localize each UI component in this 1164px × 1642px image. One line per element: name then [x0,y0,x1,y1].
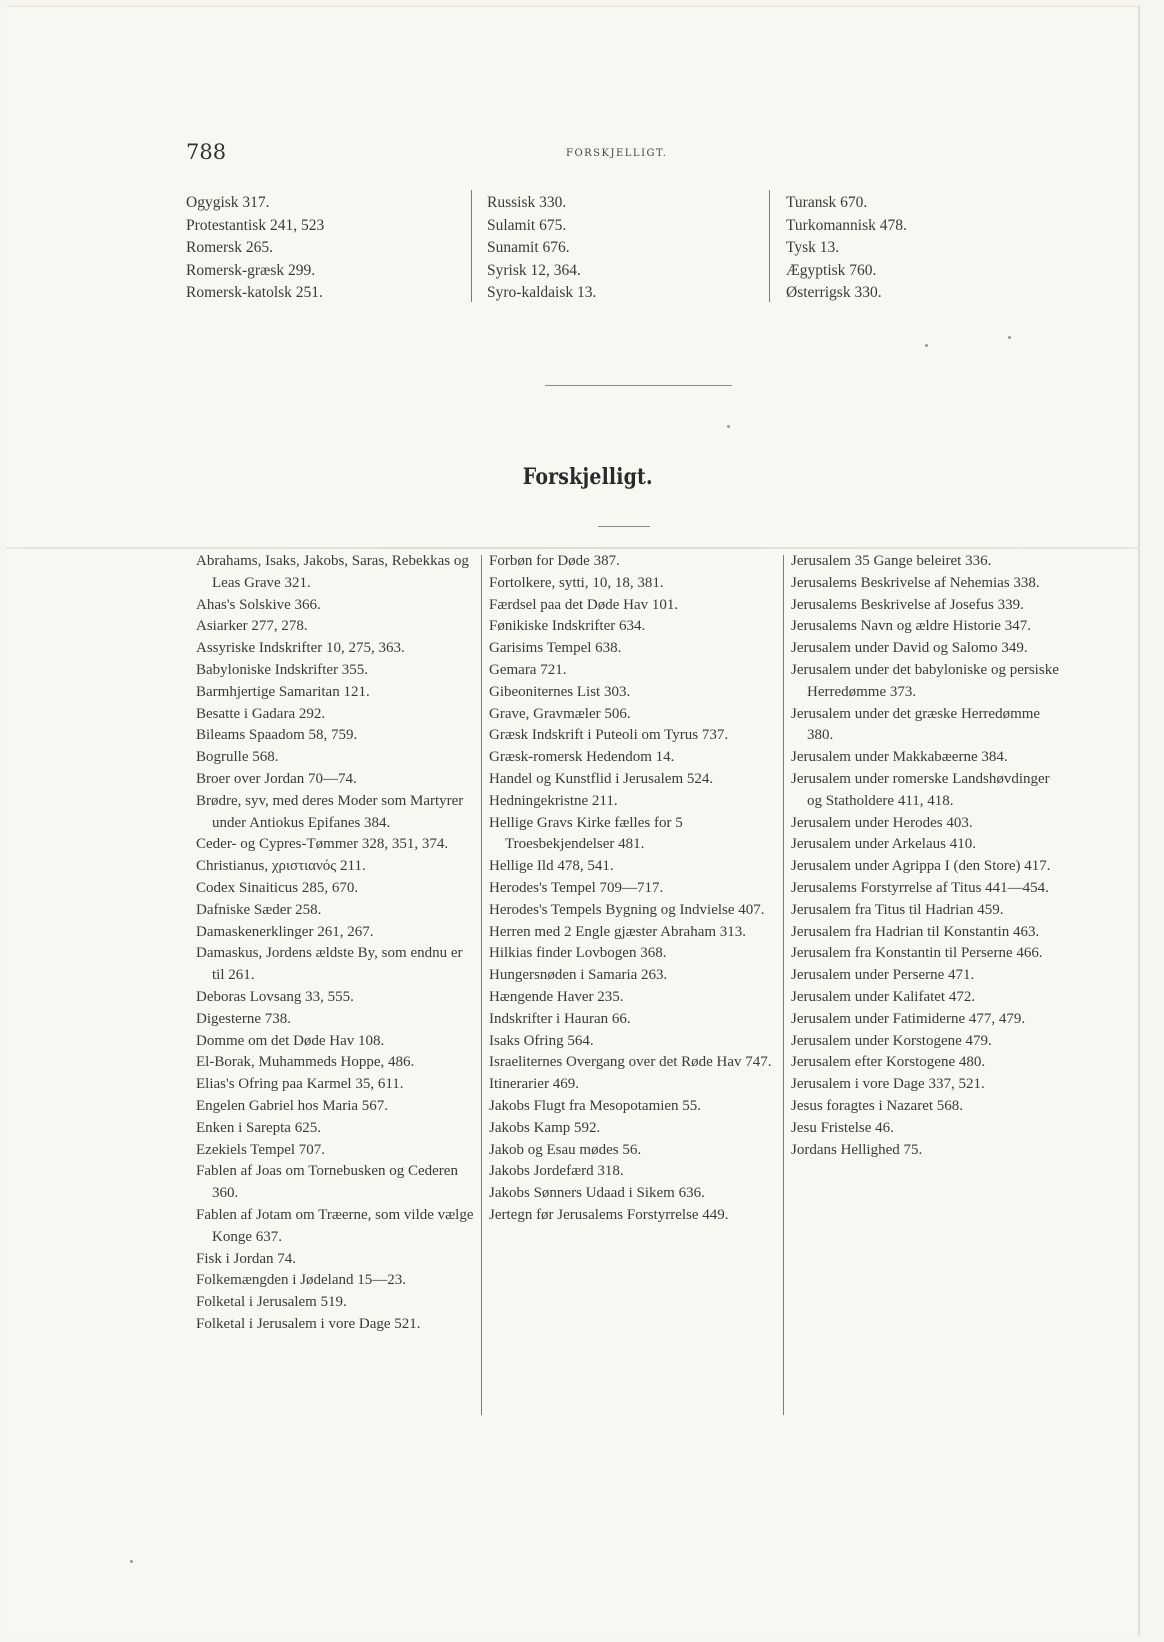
index-entry: Damaskus, Jordens ældste By, som endnu er til 261. [196,945,463,984]
index-entry: Ahas's Solskive 366. [196,596,321,613]
index-entry: Herodes's Tempels Bygning og Indvielse 407. [489,901,765,918]
index-entry: Jerusalem under romerske Landshøvdinger og Statholdere 411, 418. [791,770,1050,809]
index-entry: Færdsel paa det Døde Hav 101. [489,596,679,613]
speck [1008,336,1011,339]
index-entry: Jakobs Jordefærd 318. [489,1163,624,1180]
index-entry: Folketal i Jerusalem i vore Dage 521. [196,1315,421,1332]
speck [130,1560,133,1563]
index-entry: Jerusalem under Kalifatet 472. [791,988,976,1005]
speck [727,425,730,428]
top-column-2 [487,192,757,305]
index-entry: Christianus, χριστιανός 211. [196,858,366,875]
index-entry: Jerusalem 35 Gange beleiret 336. [791,553,992,569]
index-entry: Syro-kaldaisk 13. [487,284,597,301]
index-column-1 [196,551,477,1336]
index-entry: Jertegn før Jerusalems Forstyrrelse 449. [489,1206,729,1223]
index-entry: Ogygisk 317. [186,194,270,211]
index-entry: Isaks Ofring 564. [489,1032,594,1049]
index-entry: Protestantisk 241, 523 [186,216,325,234]
index-entry: Græsk-romersk Hedendom 14. [489,749,675,766]
index-entry: Jerusalem efter Korstogene 480. [791,1054,986,1071]
index-entry: Deboras Lovsang 33, 555. [196,988,354,1005]
index-entry: Bileams Spaadom 58, 759. [196,727,358,744]
index-entry: Folkemængden i Jødeland 15—23. [196,1272,406,1289]
index-entry: Folketal i Jerusalem 519. [196,1294,347,1311]
index-entry: Jerusalem fra Titus til Hadrian 459. [791,901,1004,918]
index-entry: Turansk 670. [786,194,868,211]
index-entry: Hellige Ild 478, 541. [489,858,614,875]
index-entry: Tysk 13. [786,239,840,256]
index-entry: Jerusalem under Fatimiderne 477, 479. [791,1010,1026,1027]
index-entry: Asiarker 277, 278. [196,618,308,635]
index-entry: Jerusalems Forstyrrelse af Titus 441—454. [791,879,1049,896]
index-entry: Jerusalem under det babyloniske og persiske Herredømme 373. [791,661,1059,700]
index-entry: Elias's Ofring paa Karmel 35, 611. [196,1076,404,1093]
running-title: FORSKJELLIGT. [566,148,668,159]
index-entry: Jerusalems Beskrivelse af Nehemias 338. [791,574,1040,591]
index-entry: Hængende Haver 235. [489,988,624,1005]
column-divider [471,190,472,302]
index-entry: Jerusalem under det græske Herredømme 380. [791,705,1041,744]
index-entry: Digesterne 738. [196,1010,291,1027]
index-entry: Jakobs Kamp 592. [489,1119,601,1136]
index-column-2 [489,551,772,1227]
index-entry: Barmhjertige Samaritan 121. [196,683,370,700]
index-entry: Codex Sinaiticus 285, 670. [196,879,359,896]
index-entry: Besatte i Gadara 292. [196,705,326,722]
index-entry: Gibeoniternes List 303. [489,683,631,700]
index-entry: Jerusalem fra Konstantin til Perserne 466. [791,945,1043,962]
index-entry: Jerusalem under Arkelaus 410. [791,836,976,853]
column-divider [769,190,770,302]
index-entry: Jesus foragtes i Nazaret 568. [791,1097,964,1114]
index-entry: Grave, Gravmæler 506. [489,705,631,722]
index-entry: Turkomannisk 478. [786,216,907,234]
index-entry: Gemara 721. [489,661,567,678]
index-entry: Jerusalems Beskrivelse af Josefus 339. [791,596,1024,613]
index-entry: Jerusalem under Korstogene 479. [791,1032,992,1049]
index-entry: Hilkias finder Lovbogen 368. [489,945,667,962]
index-entry: Herren med 2 Engle gjæster Abraham 313. [489,923,747,940]
index-entry: Indskrifter i Hauran 66. [489,1010,631,1027]
index-entry: Forbøn for Døde 387. [489,553,620,569]
index-entry: Syrisk 12, 364. [487,261,581,279]
section-rule [545,385,732,386]
index-entry: Brødre, syv, med deres Moder som Martyrer under Antiokus Epifanes 384. [196,792,464,831]
speck [925,344,928,347]
page-fold [6,547,1140,549]
index-entry: Israeliternes Overgang over det Røde Hav 747. [489,1054,772,1071]
page-number: 788 [186,140,227,164]
index-entry: Jerusalem under Makkabæerne 384. [791,749,1008,766]
index-entry: Sulamit 675. [487,216,567,234]
index-column-3 [791,551,1066,1161]
index-entry: Fønikiske Indskrifter 634. [489,618,646,635]
index-entry: Garisims Tempel 638. [489,640,622,657]
index-entry: Babyloniske Indskrifter 355. [196,661,369,678]
index-entry: Hellige Gravs Kirke fælles for 5 Troesbekjendelser 481. [489,814,683,853]
index-entry: Jakob og Esau mødes 56. [489,1141,642,1158]
index-entry: Ægyptisk 760. [786,261,877,279]
top-column-1 [186,192,456,305]
index-entry: Ceder- og Cypres-Tømmer 328, 351, 374. [196,836,449,853]
column-divider [481,555,482,1415]
index-entry: Jakobs Flugt fra Mesopotamien 55. [489,1097,702,1114]
index-entry: Jordans Hellighed 75. [791,1141,923,1158]
index-entry: El-Borak, Muhammeds Hoppe, 486. [196,1054,415,1071]
index-entry: Jerusalem fra Hadrian til Konstantin 463. [791,923,1040,940]
page-header [186,140,776,170]
index-entry: Jerusalem i vore Dage 337, 521. [791,1076,985,1093]
index-entry: Romersk-græsk 299. [186,261,316,279]
section-title: Forskjelligt. [522,464,653,490]
index-entry: Fisk i Jordan 74. [196,1250,297,1267]
index-entry: Engelen Gabriel hos Maria 567. [196,1097,389,1114]
index-entry: Fortolkere, sytti, 10, 18, 381. [489,574,664,591]
index-entry: Jerusalem under Herodes 403. [791,814,973,831]
index-entry: Jerusalem under Perserne 471. [791,967,975,984]
index-entry: Damaskenerklinger 261, 267. [196,923,374,940]
top-column-3 [786,192,1066,305]
column-divider [783,555,784,1415]
index-entry: Hedningekristne 211. [489,792,618,809]
index-entry: Abrahams, Isaks, Jakobs, Saras, Rebekkas og Leas Grave 321. [196,553,469,591]
title-underline [598,526,650,527]
index-entry: Jerusalems Navn og ældre Historie 347. [791,618,1031,635]
index-entry: Assyriske Indskrifter 10, 275, 363. [196,640,405,657]
index-entry: Enken i Sarepta 625. [196,1119,321,1136]
index-entry: Itinerarier 469. [489,1076,579,1093]
index-entry: Østerrigsk 330. [786,284,882,301]
index-entry: Herodes's Tempel 709—717. [489,879,664,896]
index-entry: Russisk 330. [487,194,567,211]
index-entry: Bogrulle 568. [196,749,279,766]
index-entry: Fablen af Jotam om Træerne, som vilde vælge Konge 637. [196,1206,474,1245]
index-entry: Sunamit 676. [487,239,570,256]
index-entry: Romersk 265. [186,239,273,256]
index-entry: Dafniske Sæder 258. [196,901,322,918]
index-entry: Græsk Indskrift i Puteoli om Tyrus 737. [489,727,729,744]
index-entry: Domme om det Døde Hav 108. [196,1032,385,1049]
index-entry: Jesu Fristelse 46. [791,1119,894,1136]
index-entry: Romersk-katolsk 251. [186,284,323,301]
index-entry: Handel og Kunstflid i Jerusalem 524. [489,770,714,787]
index-entry: Fablen af Joas om Tornebusken og Cederen 360. [196,1163,458,1202]
index-entry: Jerusalem under Agrippa I (den Store) 417. [791,858,1051,875]
index-entry: Jakobs Sønners Udaad i Sikem 636. [489,1185,705,1202]
index-entry: Hungersnøden i Samaria 263. [489,967,668,984]
index-entry: Jerusalem under David og Salomo 349. [791,640,1028,657]
index-entry: Broer over Jordan 70—74. [196,770,357,787]
index-entry: Ezekiels Tempel 707. [196,1141,326,1158]
